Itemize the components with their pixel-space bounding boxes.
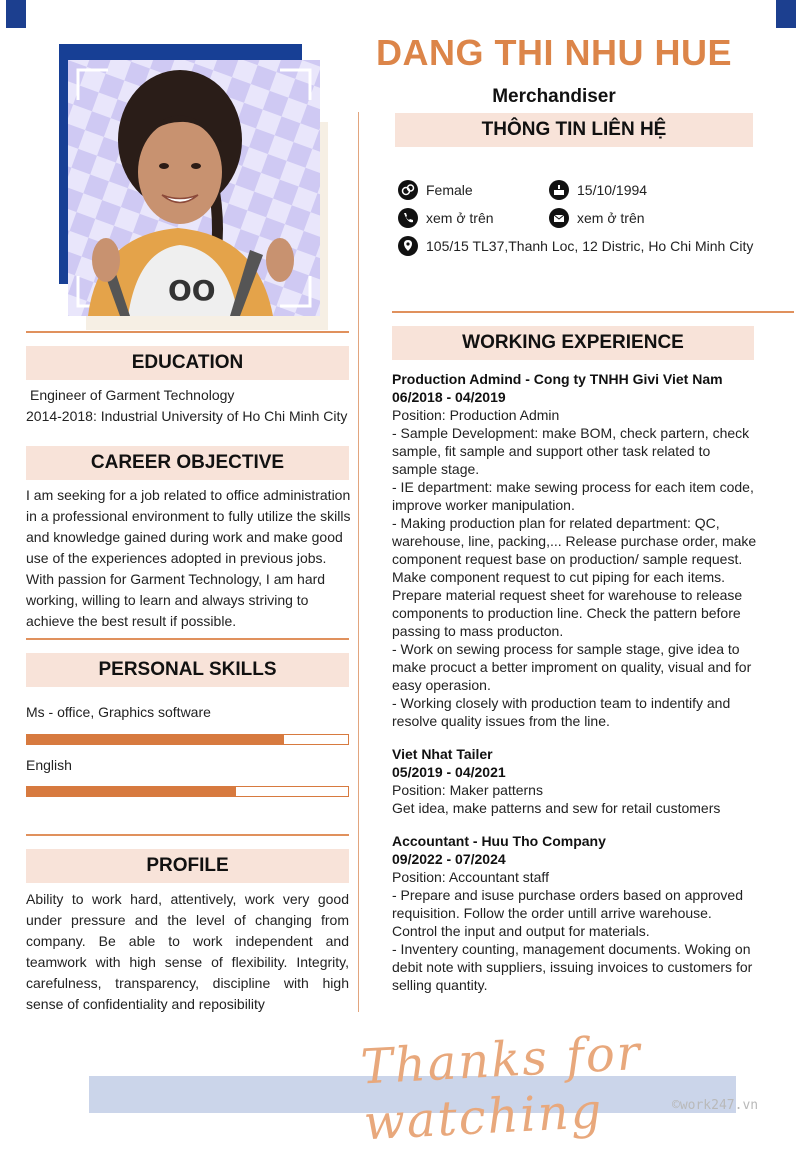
svg-text:OO: OO xyxy=(168,274,216,307)
job-company: Accountant - Huu Tho Company xyxy=(392,833,606,849)
profile-photo xyxy=(68,60,320,316)
job-role: Position: Production Admin xyxy=(392,407,560,423)
left-separator-2 xyxy=(26,638,349,640)
education-school: 2014-2018: Industrial University of Ho Chi Minh City xyxy=(26,408,348,424)
skill-level-bar xyxy=(26,786,349,797)
location-pin-icon xyxy=(398,236,418,256)
address-value: 105/15 TL37,Thanh Loc, 12 Distric, Ho Chi Minh City xyxy=(426,238,754,254)
job-details: - Sample Development: make BOM, check partern, check sample, fit sample and support other task related to sample stage. - IE department: make sewing process for each item code, improve worker manipulation. - Making production plan for related department: QC, warehouse, line, packing,... Release purchase order, make component request base on production/ sample request. Make component request to cut piping for each items. Prepare material request sheet for warehouse to release components to production line. Check the pattern before passing to mass producton. - Work on sewing process for sample stage, give idea to make procuct a better improment on quality, visual and for easy operasion. - Working closely with production team to indentify and resolve quality issues from the line. xyxy=(392,425,757,729)
birthday-value: 15/10/1994 xyxy=(577,182,648,198)
profile-text: Ability to work hard, attentively, work very good under pressure and the level of changing from company. Be able to work independent and teamwork with high sense of flexibility. Integrity, carefulness, transparency, discipline with high sense of confidentiality and reposibility xyxy=(26,891,349,1012)
job-entry xyxy=(392,745,757,817)
skill-level-fill xyxy=(27,735,284,744)
birthday-cake-icon xyxy=(549,180,569,200)
gender-icon xyxy=(398,180,418,200)
skills-heading: PERSONAL SKILLS xyxy=(26,653,349,687)
left-separator-3 xyxy=(26,834,349,836)
job-period: 05/2019 - 04/2021 xyxy=(392,764,506,780)
skill-level-bar xyxy=(26,734,349,745)
thanks-signature: Thanks for watching xyxy=(359,1024,643,1151)
job-title: Merchandiser xyxy=(492,86,616,107)
email-icon xyxy=(549,208,569,228)
skill-level-fill xyxy=(27,787,236,796)
job-details: - Prepare and isuse purchase orders based on approved requisition. Follow the order untill arrive warehouse. Control the input and output for materials. - Inventery counting, management documents. Woking on debit note with suppliers, issuing invoices to customers for selling quantity. xyxy=(392,887,753,993)
education-heading: EDUCATION xyxy=(26,346,349,380)
contact-email xyxy=(549,208,645,228)
job-company: Viet Nhat Tailer xyxy=(392,746,493,762)
corner-accent-left xyxy=(6,0,26,28)
corner-accent-right xyxy=(776,0,796,28)
job-role: Position: Maker patterns xyxy=(392,782,543,798)
career-heading: CAREER OBJECTIVE xyxy=(26,446,349,480)
career-text: I am seeking for a job related to office administration in a professional environment to fully utilize the skills and knowledge gained during work and make good use of the experiences adopted in previous jobs. With passion for Garment Technology, I am hard working, willing to learn and always striving to achieve the best result if possible. xyxy=(26,487,351,629)
job-entry xyxy=(392,370,757,730)
email-value: xem ở trên xyxy=(577,210,645,226)
skill-name: English xyxy=(26,757,72,773)
job-company: Production Admind - Cong ty TNHH Givi Viet Nam xyxy=(392,371,723,387)
job-period: 09/2022 - 07/2024 xyxy=(392,851,506,867)
contact-birthday xyxy=(549,180,647,200)
column-divider xyxy=(358,112,359,1012)
education-degree: Engineer of Garment Technology xyxy=(30,387,235,403)
contact-address xyxy=(398,236,753,256)
phone-icon xyxy=(398,208,418,228)
left-separator-1 xyxy=(26,331,349,333)
job-period: 06/2018 - 04/2019 xyxy=(392,389,506,405)
phone-value: xem ở trên xyxy=(426,210,494,226)
contact-gender xyxy=(398,180,473,200)
job-role: Position: Accountant staff xyxy=(392,869,549,885)
watermark: ©work247.vn xyxy=(672,1098,759,1113)
candidate-name: DANG THI NHU HUE xyxy=(376,32,732,73)
contact-separator xyxy=(392,311,794,313)
contact-heading: THÔNG TIN LIÊN HỆ xyxy=(395,113,753,147)
contact-phone xyxy=(398,208,494,228)
gender-value: Female xyxy=(426,182,473,198)
experience-heading: WORKING EXPERIENCE xyxy=(392,326,754,360)
job-details: Get idea, make patterns and sew for retail customers xyxy=(392,800,721,816)
profile-heading: PROFILE xyxy=(26,849,349,883)
job-entry xyxy=(392,832,757,994)
skill-name: Ms - office, Graphics software xyxy=(26,704,211,720)
